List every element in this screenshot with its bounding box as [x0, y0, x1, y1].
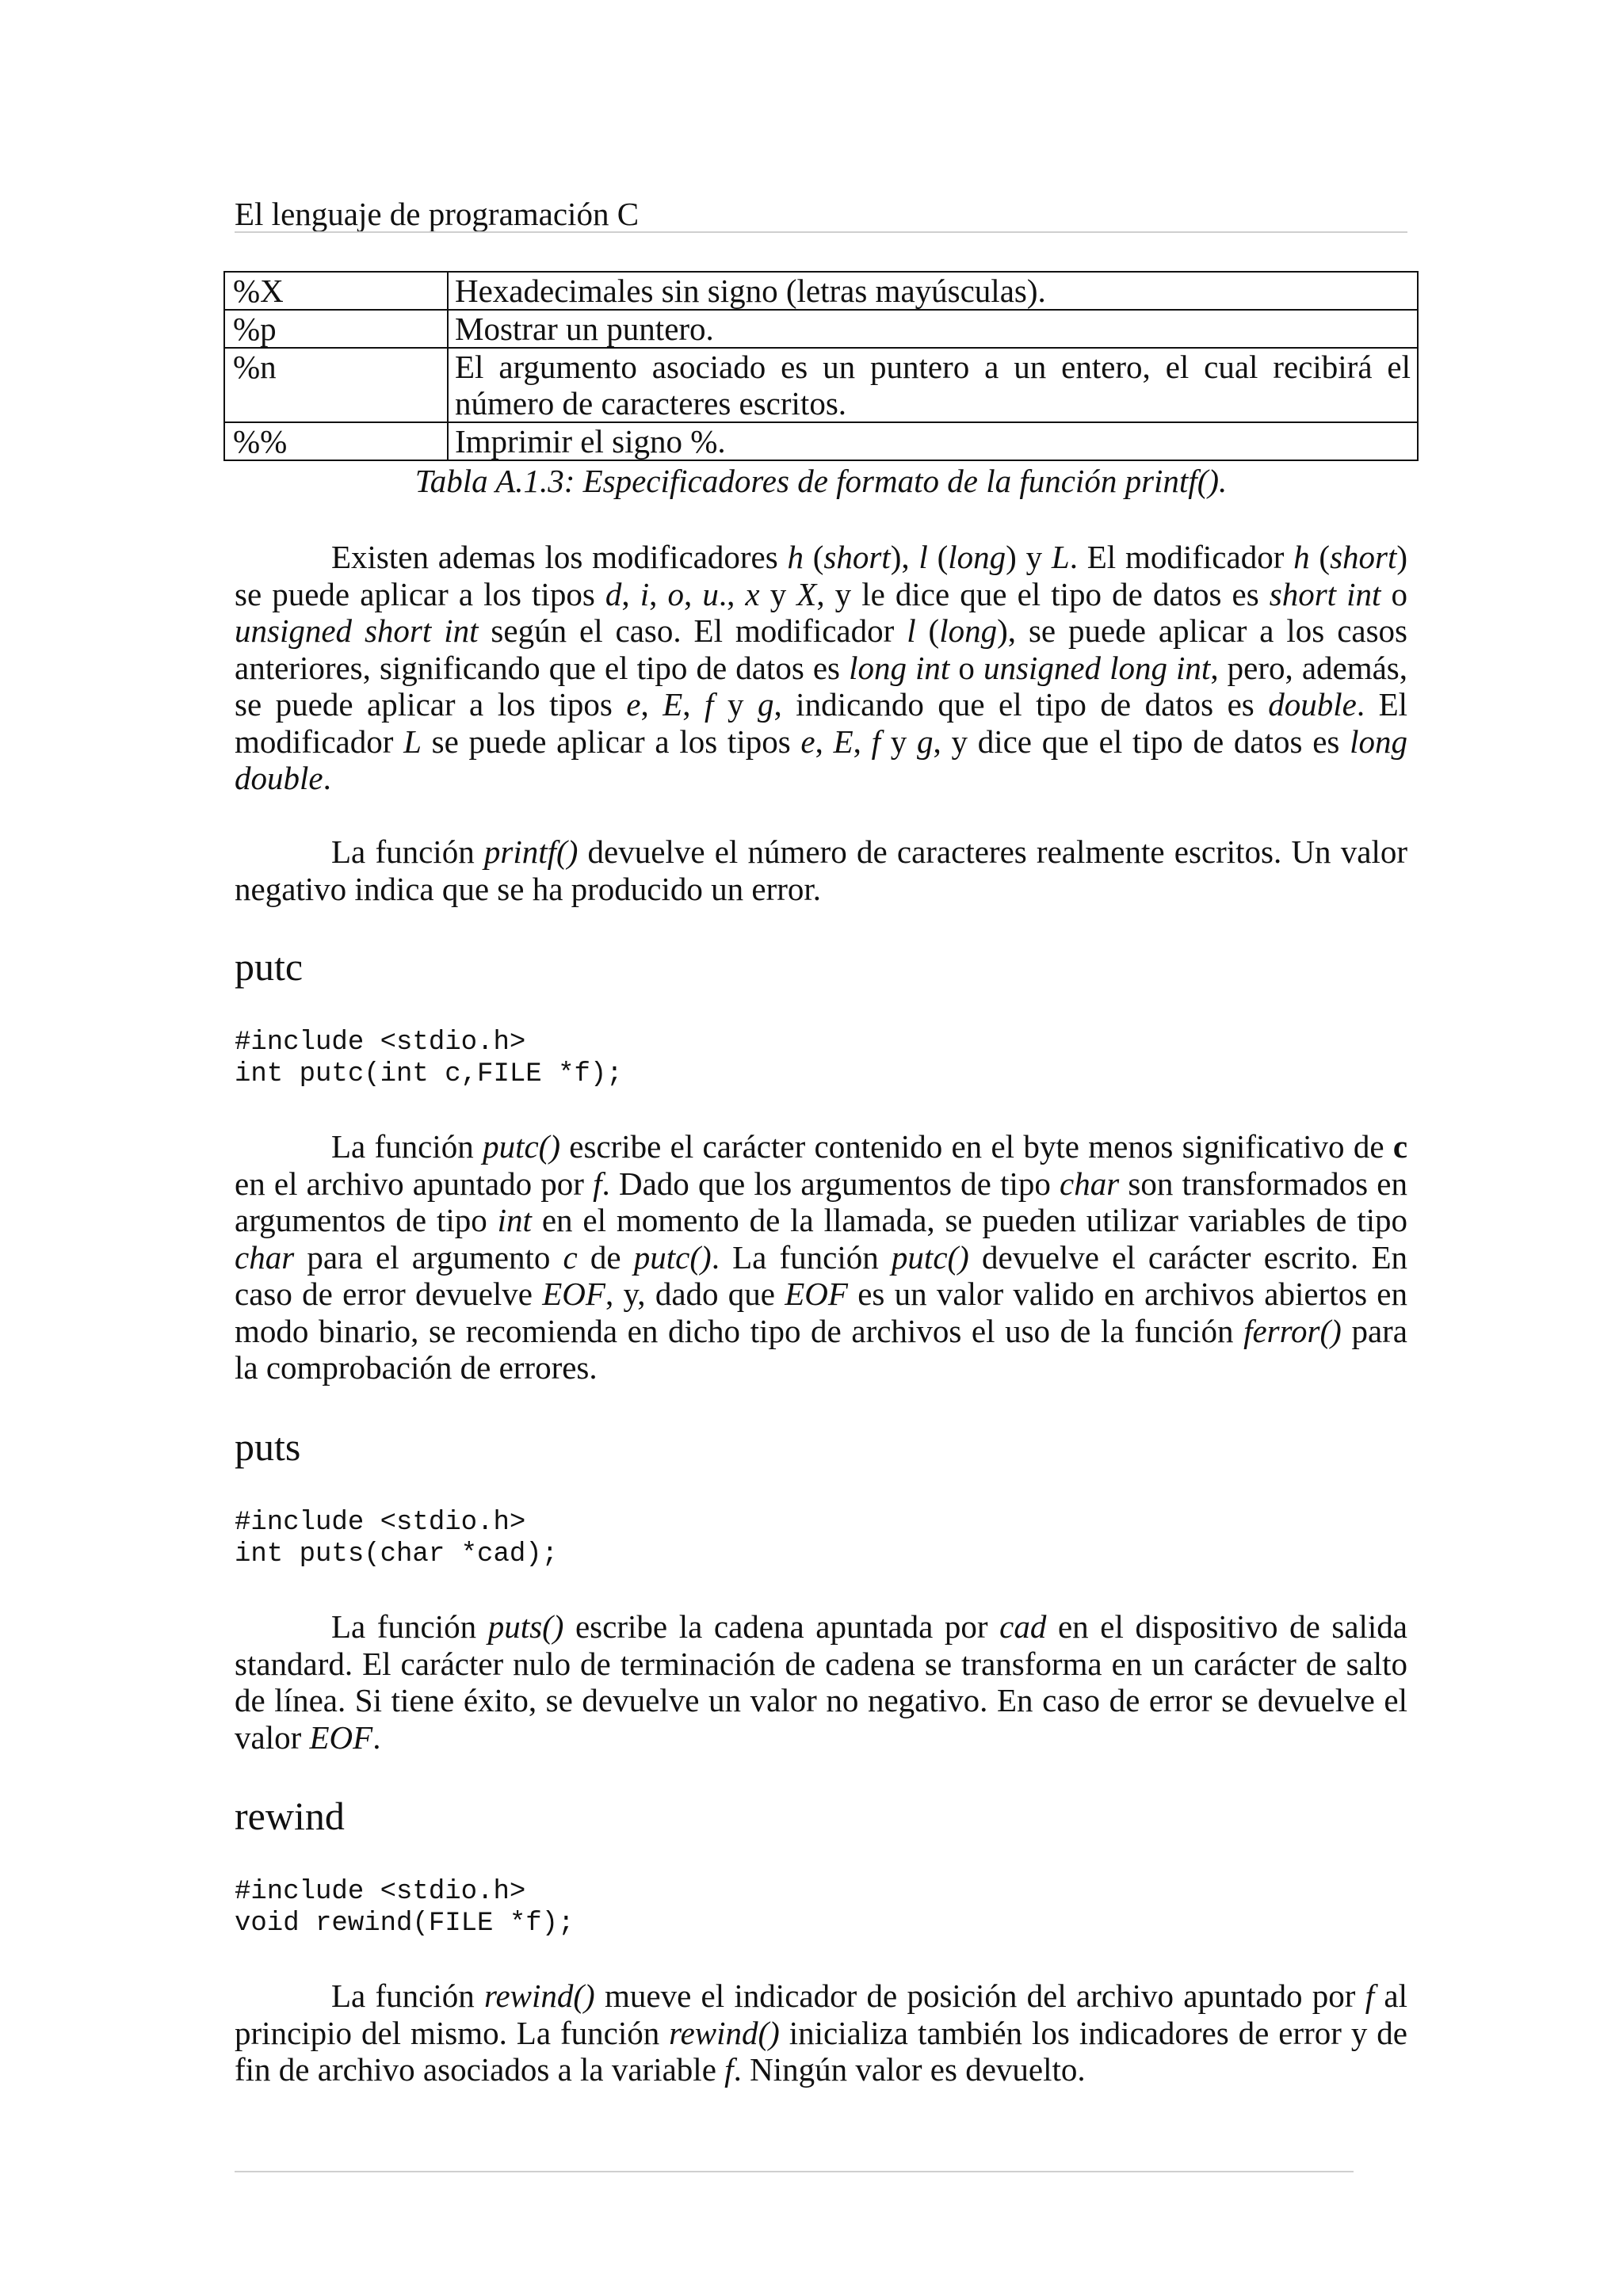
- italic-text-run: putc(): [633, 1238, 712, 1276]
- italic-text-run: short: [1330, 539, 1397, 575]
- table-row: [224, 348, 1418, 422]
- italic-text-run: f: [705, 686, 714, 723]
- text-run: en el momento de la llamada, se pueden utilizar variables de tipo: [531, 1202, 1408, 1238]
- italic-text-run: puts(): [487, 1608, 564, 1645]
- italic-text-run: long int: [849, 649, 950, 686]
- text-run: escribe el carácter contenido en el byte menos significativo de: [559, 1128, 1393, 1165]
- italic-text-run: rewind(): [484, 1978, 595, 2014]
- text-run: , y, dado que: [605, 1276, 785, 1312]
- paragraph-text: [235, 1128, 1407, 1386]
- text-run: ), se puede aplicar a los casos anteriores, significando que el tipo de datos es: [235, 612, 1407, 686]
- text-run: en el dispositivo de salida standard. El carácter nulo de terminación de cadena se transforma en un carácter de salto de línea. Si tiene éxito, se devuelve un valor no negativo. En caso de error se devuelve el valor: [235, 1608, 1408, 1756]
- text-run: y: [759, 575, 797, 612]
- text-run: para la comprobación de errores.: [235, 1312, 1407, 1386]
- text-run: . La función: [711, 1238, 892, 1276]
- italic-text-run: long: [948, 539, 1006, 575]
- text-run: .: [372, 1718, 381, 1756]
- specifier-cell: %X: [224, 272, 448, 310]
- text-run: es un valor valido en archivos abiertos en modo binario, se recomienda en dicho tipo de archivos el uso de la función: [235, 1276, 1408, 1349]
- italic-text-run: cad: [999, 1608, 1047, 1645]
- italic-text-run: int: [497, 1202, 532, 1238]
- text-run: (: [915, 612, 940, 649]
- text-run: ,: [640, 686, 663, 723]
- printf-modifiers-paragraph: [235, 539, 1407, 797]
- text-run: , y le dice que el tipo de datos es: [816, 575, 1270, 612]
- italic-text-run: d: [605, 575, 622, 612]
- text-run: Existen ademas los modificadores: [331, 539, 788, 575]
- italic-text-run: putc(): [483, 1128, 560, 1165]
- code-line: #include <stdio.h>: [235, 1508, 526, 1538]
- text-run: y: [880, 723, 917, 760]
- text-run: , pero, además, se puede aplicar a los tipos: [235, 649, 1408, 723]
- text-run: ) y: [1006, 539, 1052, 575]
- code-block-puts: [235, 1507, 558, 1570]
- printf-return-paragraph: [235, 833, 1407, 907]
- paragraph-text: [235, 1978, 1407, 2088]
- text-run: ,: [621, 575, 640, 612]
- italic-text-run: EOF: [309, 1718, 373, 1756]
- text-run: , indicando que el tipo de datos es: [773, 686, 1269, 723]
- text-run: ,: [815, 723, 834, 760]
- text-run: y: [713, 686, 758, 723]
- italic-text-run: putc(): [891, 1238, 969, 1276]
- text-run: (: [927, 539, 949, 575]
- text-run: ,: [853, 723, 872, 760]
- text-run: o: [1381, 575, 1408, 612]
- italic-text-run: h: [787, 539, 804, 575]
- paragraph-text: [235, 833, 1407, 907]
- text-run: al principio del mismo. La función: [235, 1978, 1407, 2051]
- italic-text-run: long: [939, 612, 998, 649]
- section-heading-puts: puts: [235, 1425, 301, 1469]
- text-run: ,: [683, 575, 703, 612]
- italic-text-run: L: [403, 723, 422, 760]
- text-run: (: [1309, 539, 1331, 575]
- description-cell: Imprimir el signo %.: [448, 422, 1418, 460]
- putc-description-paragraph: [235, 1128, 1407, 1386]
- text-run: La función: [331, 1978, 485, 2014]
- footer-divider: [235, 2171, 1354, 2172]
- text-run: ,: [649, 575, 668, 612]
- italic-text-run: unsigned long int: [983, 649, 1211, 686]
- italic-text-run: c: [563, 1238, 578, 1276]
- code-line: #include <stdio.h>: [235, 1028, 526, 1058]
- italic-text-run: u: [702, 575, 719, 612]
- italic-text-run: g: [917, 723, 934, 760]
- text-run: La función: [331, 833, 484, 870]
- italic-text-run: f: [1365, 1978, 1375, 2014]
- text-run: mueve el indicador de posición del archivo apuntado por: [594, 1978, 1365, 2014]
- bold-text-run: c: [1392, 1128, 1408, 1165]
- italic-text-run: rewind(): [669, 2014, 780, 2051]
- description-cell: Mostrar un puntero.: [448, 310, 1418, 348]
- italic-text-run: short: [823, 539, 891, 575]
- italic-text-run: f: [593, 1165, 602, 1202]
- paragraph-text: [235, 1608, 1407, 1756]
- code-line: int putc(int c,FILE *f);: [235, 1059, 623, 1089]
- text-run: , y dice que el tipo de datos es: [933, 723, 1350, 760]
- italic-text-run: long double: [235, 723, 1407, 796]
- specifier-cell: %%: [224, 422, 448, 460]
- text-run: . El modificador: [235, 686, 1408, 760]
- italic-text-run: char: [235, 1238, 295, 1276]
- italic-text-run: e: [626, 686, 641, 723]
- italic-text-run: double: [1268, 686, 1357, 723]
- rewind-description-paragraph: [235, 1978, 1407, 2088]
- text-run: o: [949, 649, 983, 686]
- code-line: void rewind(FILE *f);: [235, 1909, 575, 1939]
- italic-text-run: E: [663, 686, 683, 723]
- text-run: . Ningún valor es devuelto.: [733, 2051, 1086, 2088]
- text-run: escribe la cadena apuntada por: [563, 1608, 1000, 1645]
- text-run: La función: [331, 1608, 488, 1645]
- text-run: inicializa también los indicadores de error y de fin de archivo asociados a la variable: [235, 2014, 1407, 2088]
- table-row: [224, 422, 1418, 460]
- italic-text-run: e: [800, 723, 815, 760]
- italic-text-run: h: [1293, 539, 1310, 575]
- text-run: ),: [890, 539, 919, 575]
- text-run: La función: [331, 1128, 483, 1165]
- italic-text-run: l: [918, 539, 928, 575]
- specifier-cell: %n: [224, 348, 448, 422]
- italic-text-run: o: [667, 575, 684, 612]
- text-run: . Dado que los argumentos de tipo: [601, 1165, 1060, 1202]
- text-run: . El modificador: [1069, 539, 1294, 575]
- text-run: .,: [718, 575, 746, 612]
- italic-text-run: char: [1060, 1165, 1120, 1202]
- page-header-title: El lenguaje de programación C: [235, 196, 640, 232]
- italic-text-run: ferror(): [1243, 1312, 1342, 1349]
- text-run: devuelve el carácter escrito. En caso de error devuelve: [235, 1238, 1407, 1312]
- italic-text-run: short int: [1269, 575, 1381, 612]
- italic-text-run: g: [757, 686, 774, 723]
- header-divider: [235, 231, 1407, 233]
- text-run: ) se puede aplicar a los tipos: [235, 539, 1408, 612]
- code-block-rewind: [235, 1876, 574, 1939]
- description-cell: El argumento asociado es un puntero a un entero, el cual recibirá el número de caracteres escritos.: [448, 348, 1418, 422]
- section-heading-putc: putc: [235, 944, 304, 989]
- code-line: int puts(char *cad);: [235, 1539, 559, 1569]
- italic-text-run: f: [724, 2051, 734, 2088]
- code-block-putc: [235, 1027, 623, 1090]
- text-run: ,: [682, 686, 705, 723]
- italic-text-run: EOF: [542, 1276, 605, 1312]
- text-run: en el archivo apuntado por: [235, 1165, 594, 1202]
- table-caption: Tabla A.1.3: Especificadores de formato de la función printf().: [414, 463, 1228, 499]
- italic-text-run: E: [833, 723, 854, 760]
- text-run: (: [803, 539, 824, 575]
- paragraph-text: [235, 539, 1407, 797]
- specifier-cell: %p: [224, 310, 448, 348]
- format-specifier-table: [223, 271, 1419, 461]
- text-run: devuelve el número de caracteres realmente escritos. Un valor negativo indica que se ha producido un error.: [235, 833, 1407, 907]
- puts-description-paragraph: [235, 1608, 1407, 1756]
- italic-text-run: l: [907, 612, 916, 649]
- italic-text-run: printf(): [483, 833, 579, 870]
- text-run: según el caso. El modificador: [478, 612, 907, 649]
- code-line: #include <stdio.h>: [235, 1877, 526, 1907]
- italic-text-run: X: [796, 575, 817, 612]
- text-run: .: [323, 760, 331, 796]
- text-run: se puede aplicar a los tipos: [421, 723, 801, 760]
- text-run: para el argumento: [294, 1238, 563, 1276]
- section-heading-rewind: rewind: [235, 1794, 345, 1838]
- italic-text-run: L: [1051, 539, 1070, 575]
- table-row: [224, 310, 1418, 348]
- italic-text-run: unsigned short int: [235, 612, 479, 649]
- text-run: son transformados en argumentos de tipo: [235, 1165, 1407, 1238]
- text-run: de: [577, 1238, 634, 1276]
- description-cell: Hexadecimales sin signo (letras mayúsculas).: [448, 272, 1418, 310]
- italic-text-run: f: [871, 723, 881, 760]
- table-row: [224, 272, 1418, 310]
- italic-text-run: EOF: [785, 1276, 848, 1312]
- italic-text-run: x: [745, 575, 760, 612]
- italic-text-run: i: [640, 575, 650, 612]
